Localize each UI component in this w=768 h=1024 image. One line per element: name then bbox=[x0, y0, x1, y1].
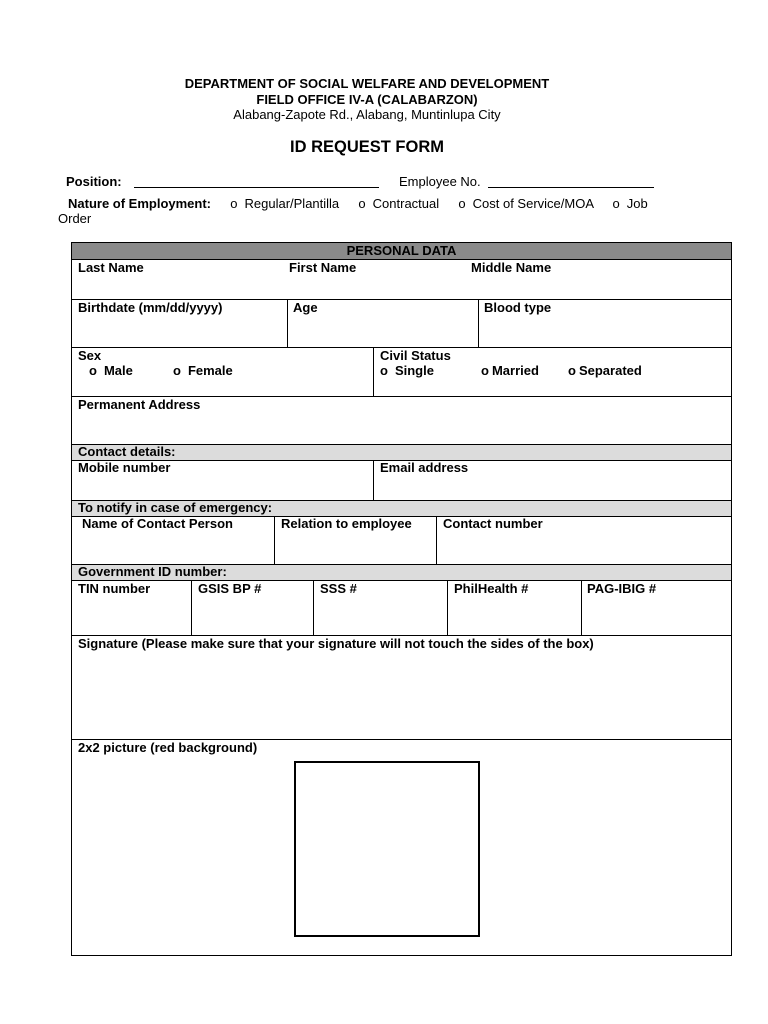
radio-icon: o bbox=[358, 196, 366, 211]
position-label: Position: bbox=[66, 174, 122, 189]
email-address-field[interactable]: Email address bbox=[380, 460, 469, 475]
radio-icon: o bbox=[568, 363, 576, 378]
contact-person-field[interactable]: Name of Contact Person bbox=[82, 516, 233, 531]
age-field[interactable]: Age bbox=[293, 300, 318, 315]
radio-icon: o bbox=[89, 363, 97, 378]
nature-option-wrap: Order bbox=[58, 211, 92, 226]
personal-data-form bbox=[71, 242, 732, 956]
contact-number-field[interactable]: Contact number bbox=[443, 516, 543, 531]
civil-status-label: Civil Status bbox=[380, 348, 451, 363]
photo-box[interactable] bbox=[294, 761, 480, 937]
nature-option-contractual[interactable]: o Contractual bbox=[358, 196, 440, 211]
mobile-number-field[interactable]: Mobile number bbox=[78, 460, 171, 475]
office-address: Alabang-Zapote Rd., Alabang, Muntinlupa City bbox=[233, 107, 501, 122]
sex-label: Sex bbox=[78, 348, 102, 363]
field-office: FIELD OFFICE IV-A (CALABARZON) bbox=[256, 92, 478, 107]
gsis-field[interactable]: GSIS BP # bbox=[198, 581, 262, 596]
middle-name-field[interactable]: Middle Name bbox=[471, 260, 552, 275]
pagibig-field[interactable]: PAG-IBIG # bbox=[587, 581, 657, 596]
employee-no-blank[interactable] bbox=[488, 175, 654, 188]
first-name-field[interactable]: First Name bbox=[289, 260, 357, 275]
nature-option-regular[interactable]: o Regular/Plantilla bbox=[230, 196, 340, 211]
signature-field[interactable]: Signature (Please make sure that your signature will not touch the sides of the box) bbox=[78, 636, 594, 651]
last-name-field[interactable]: Last Name bbox=[78, 260, 144, 275]
form-title: ID REQUEST FORM bbox=[289, 138, 444, 156]
gov-id-header: Government ID number: bbox=[78, 564, 227, 579]
radio-icon: o bbox=[173, 363, 181, 378]
birthdate-field[interactable]: Birthdate (mm/dd/yyyy) bbox=[78, 300, 223, 315]
nature-option-job-order[interactable]: o Job bbox=[612, 196, 648, 211]
picture-label: 2x2 picture (red background) bbox=[78, 740, 258, 755]
civil-option-single[interactable]: o Single bbox=[380, 363, 434, 378]
radio-icon: o bbox=[481, 363, 489, 378]
philhealth-field[interactable]: PhilHealth # bbox=[454, 581, 529, 596]
employee-no-label: Employee No. bbox=[399, 174, 481, 189]
radio-icon: o bbox=[230, 196, 238, 211]
emergency-header: To notify in case of emergency: bbox=[78, 500, 273, 515]
sex-option-female[interactable]: o Female bbox=[173, 363, 233, 378]
nature-of-employment-row bbox=[68, 196, 648, 211]
sex-option-male[interactable]: o Male bbox=[89, 363, 133, 378]
radio-icon: o bbox=[380, 363, 388, 378]
nature-option-cost-of-service[interactable]: o Cost of Service/MOA bbox=[458, 196, 594, 211]
civil-option-married[interactable]: o Married bbox=[481, 363, 539, 378]
personal-data-header: PERSONAL DATA bbox=[346, 243, 457, 258]
permanent-address-field[interactable]: Permanent Address bbox=[78, 397, 201, 412]
civil-option-separated[interactable]: o Separated bbox=[568, 363, 642, 378]
blood-type-field[interactable]: Blood type bbox=[484, 300, 552, 315]
org-name: DEPARTMENT OF SOCIAL WELFARE AND DEVELOPMENT bbox=[184, 76, 550, 91]
nature-label: Nature of Employment: bbox=[68, 196, 212, 211]
position-blank[interactable] bbox=[134, 175, 379, 188]
contact-details-header: Contact details: bbox=[78, 444, 176, 459]
radio-icon: o bbox=[612, 196, 620, 211]
tin-field[interactable]: TIN number bbox=[78, 581, 151, 596]
radio-icon: o bbox=[458, 196, 466, 211]
sss-field[interactable]: SSS # bbox=[320, 581, 357, 596]
relation-field[interactable]: Relation to employee bbox=[281, 516, 412, 531]
